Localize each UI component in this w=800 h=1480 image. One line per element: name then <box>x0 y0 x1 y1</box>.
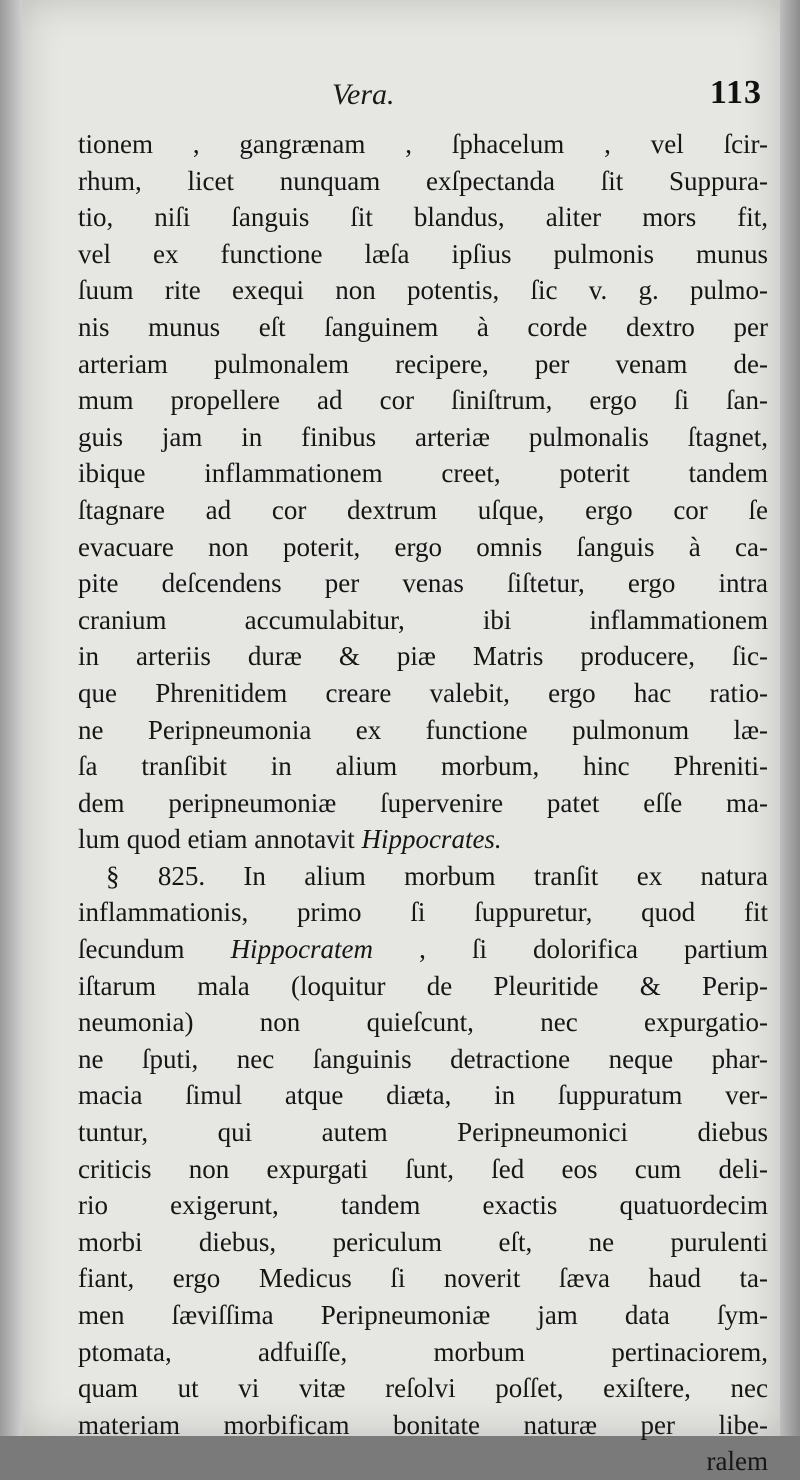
catchword: ralem <box>706 1446 768 1477</box>
body-text <box>78 126 768 1480</box>
text-line: inflammationis, primo ſi ſuppuretur, quod fit <box>78 897 768 928</box>
page-gutter-left <box>0 0 22 1436</box>
text-line <box>78 821 768 858</box>
text-line: vel ex functione læſa ipſius pulmonis munus <box>78 238 768 269</box>
text-line: nis munus eſt ſanguinem à corde dextro per <box>78 311 768 342</box>
text-line: ſtagnare ad cor dextrum uſque, ergo cor ſe <box>78 494 768 525</box>
text-line: dem peripneumoniæ ſupervenire patet eſſe ma- <box>78 787 768 818</box>
text-line: ſuum rite exequi non potentis, ſic v. g. pulmo- <box>78 275 768 306</box>
page-number: 113 <box>709 74 762 111</box>
italic-name-hippocratem: Hippocratem <box>230 934 374 965</box>
text-line: arteriam pulmonalem recipere, per venam de- <box>78 348 768 379</box>
text-line: ſa tranſibit in alium morbum, hinc Phreniti- <box>78 751 768 782</box>
text-line: quam ut vi vitæ reſolvi poſſet, exiſtere, nec <box>78 1373 768 1404</box>
text-line: cranium accumulabitur, ibi inflammationem <box>78 604 768 635</box>
text-line: mum propellere ad cor ſiniſtrum, ergo ſi ſan- <box>78 385 768 416</box>
page-gutter-right <box>780 0 800 1436</box>
text-line: ptomata, adfuiſſe, morbum pertinaciorem, <box>78 1336 768 1367</box>
text-line: in arteriis duræ & piæ Matris producere, ſic- <box>78 641 768 672</box>
text-segment: lum quod etiam annotavit <box>78 824 355 855</box>
text-line: ne Peripneumonia ex functione pulmonum læ- <box>78 714 768 745</box>
text-line: tionem , gangrænam , ſphacelum , vel ſcir- <box>78 129 768 159</box>
text-segment: , ſi dolorifica partium <box>419 934 769 965</box>
text-line: fiant, ergo Medicus ſi noverit ſæva haud ta- <box>78 1263 768 1294</box>
text-line <box>78 931 768 968</box>
text-line: tio, niſi ſanguis ſit blandus, aliter mors fit, <box>78 202 768 233</box>
text-line: guis jam in finibus arteriæ pulmonalis ſtagnet, <box>78 421 768 452</box>
text-line: macia ſimul atque diæta, in ſuppuratum ver- <box>78 1080 768 1111</box>
page-header <box>82 74 762 122</box>
text-line: evacuare non poterit, ergo omnis ſanguis à ca- <box>78 531 768 562</box>
text-line: morbi diebus, periculum eſt, ne purulenti <box>78 1226 768 1257</box>
text-line: iſtarum mala (loquitur de Pleuritide & Perip- <box>78 970 768 1001</box>
text-segment: ſecundum <box>78 934 185 965</box>
italic-name-hippocrates: Hippocrates. <box>361 824 502 855</box>
section-825-first-line: § 825. In alium morbum tranſit ex natura <box>106 860 768 891</box>
text-line: men ſæviſſima Peripneumoniæ jam data ſym- <box>78 1300 768 1330</box>
text-line: materiam morbificam bonitate naturæ per libe- <box>78 1409 768 1440</box>
text-line: rio exigerunt, tandem exactis quatuordecim <box>78 1190 768 1221</box>
running-head: Vera. <box>332 78 395 111</box>
text-line: rhum, licet nunquam exſpectanda ſit Suppura- <box>78 165 768 196</box>
text-line: pite deſcendens per venas ſiſtetur, ergo intra <box>78 568 768 599</box>
text-line: ne ſputi, nec ſanguinis detractione neque phar- <box>78 1043 768 1074</box>
text-line: que Phrenitidem creare valebit, ergo hac ratio- <box>78 677 768 708</box>
text-line: tuntur, qui autem Peripneumonici diebus <box>78 1117 768 1148</box>
text-line: ibique inflammationem creet, poterit tandem <box>78 458 768 489</box>
book-page <box>22 0 780 1477</box>
text-line: criticis non expurgati ſunt, ſed eos cum deli- <box>78 1153 768 1184</box>
text-line: neumonia) non quieſcunt, nec expurgatio- <box>78 1007 768 1038</box>
